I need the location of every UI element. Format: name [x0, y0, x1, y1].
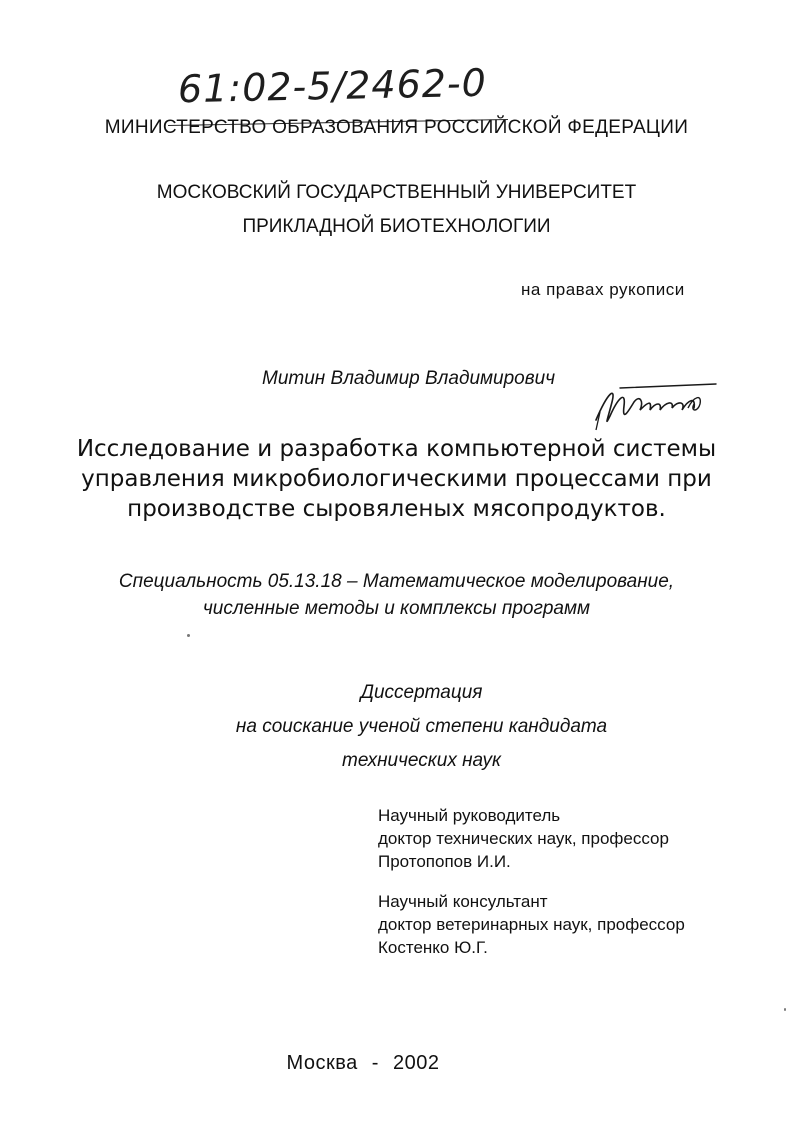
- ministry-heading: МИНИСТЕРСТВО ОБРАЗОВАНИЯ РОССИЙСКОЙ ФЕДЕРАЦИИ: [104, 117, 689, 138]
- supervisor-block: [378, 804, 669, 873]
- title-line-3: производстве сыровяленых мясопродуктов.: [127, 496, 666, 522]
- consultant-name: Костенко Ю.Г.: [378, 938, 488, 957]
- university-line-2: ПРИКЛАДНОЙ БИОТЕХНОЛОГИИ: [242, 216, 551, 237]
- rights-note: на правах рукописи: [521, 280, 685, 299]
- specialty-line-1: Специальность 05.13.18 – Математическое моделирование,: [118, 571, 675, 592]
- dissertation-title: [0, 434, 793, 524]
- degree-line-3: технических наук: [342, 750, 501, 771]
- catalog-number-handwritten: 61:02-5/2462-0: [177, 60, 488, 112]
- degree-line-2: на соискание ученой степени кандидата: [235, 716, 608, 737]
- city-year-separator: -: [371, 1052, 379, 1074]
- consultant-block: [378, 890, 685, 959]
- consultant-credentials: доктор ветеринарных наук, профессор: [378, 915, 685, 934]
- author-name: Митин Владимир Владимирович: [262, 368, 556, 389]
- university-line-1: МОСКОВСКИЙ ГОСУДАРСТВЕННЫЙ УНИВЕРСИТЕТ: [156, 182, 637, 203]
- title-line-2: управления микробиологическими процессами при: [81, 466, 712, 492]
- supervisor-credentials: доктор технических наук, профессор: [378, 829, 669, 848]
- university-heading: [0, 176, 793, 244]
- supervisor-role: Научный руководитель: [378, 806, 561, 825]
- city-year: [0, 1052, 726, 1075]
- specialty-line-2: численные методы и комплексы программ: [202, 598, 591, 619]
- supervisor-name: Протопопов И.И.: [378, 852, 511, 871]
- degree-statement: [0, 676, 793, 778]
- title-line-1: Исследование и разработка компьютерной системы: [76, 436, 717, 462]
- city: Москва: [286, 1052, 358, 1074]
- degree-line-1: Диссертация: [360, 682, 483, 703]
- handwritten-signature: [590, 372, 730, 434]
- specialty: [0, 568, 793, 622]
- scan-speck: [784, 1008, 786, 1011]
- consultant-role: Научный консультант: [378, 892, 548, 911]
- scan-speck: [187, 634, 190, 637]
- year: 2002: [392, 1052, 440, 1074]
